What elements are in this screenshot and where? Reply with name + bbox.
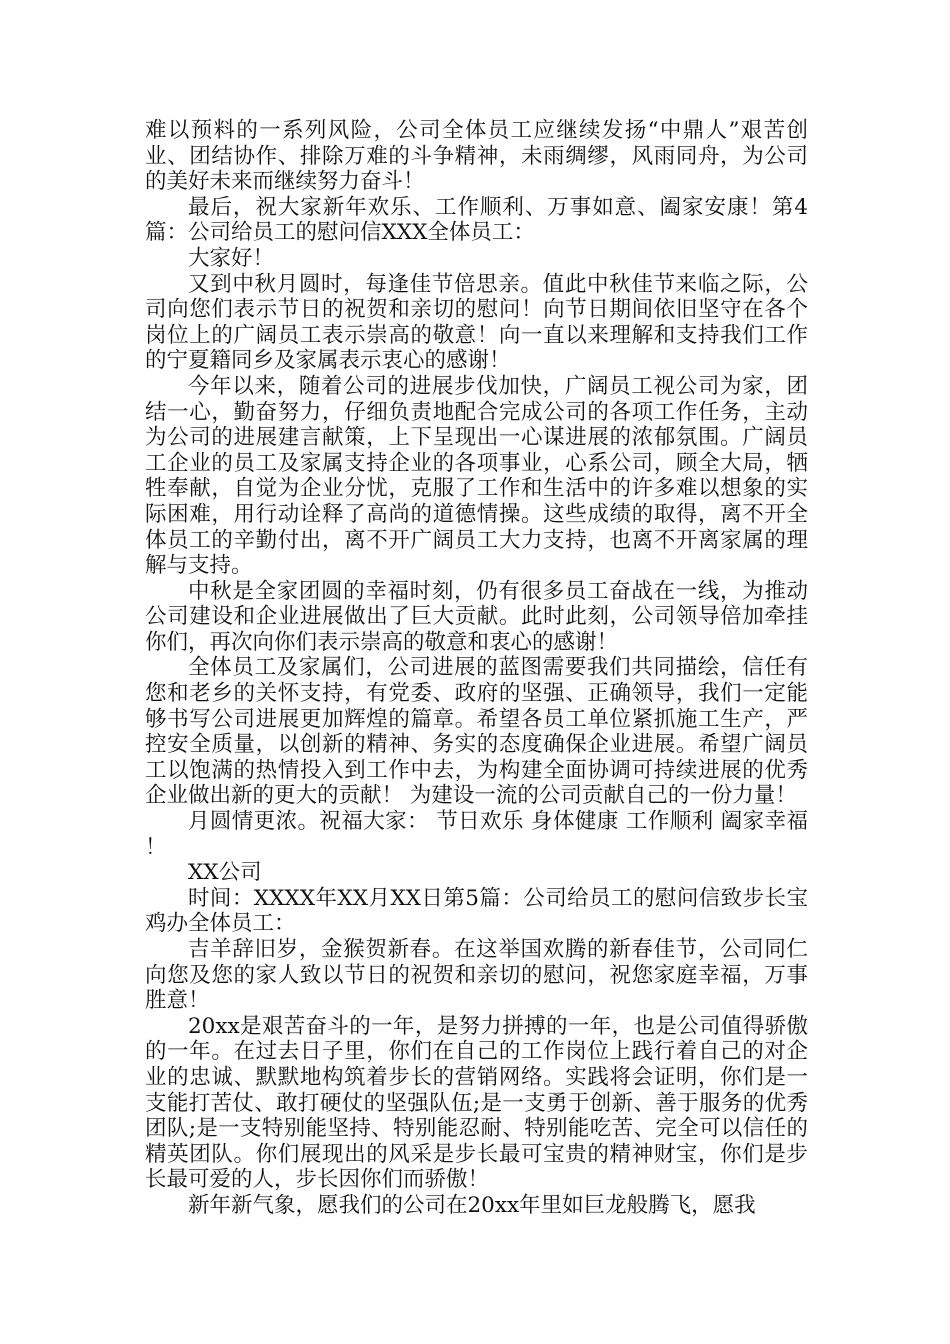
date-line: 时间：XXXX年XX月XX日第5篇：公司给员工的慰问信致步长宝鸡办全体员工： [145,885,808,937]
paragraph: 20xx是艰苦奋斗的一年，是努力拼搏的一年，也是公司值得骄傲的一年。在过去日子里，你们在自己的工作岗位上践行着自己的对企业的忠诚、默默地构筑着步长的营销网络。实践将会证明，你们是一支能打苦仗、敢打硬仗的坚强队伍;是一支勇于创新、善于服务的优秀团队;是一支特别能坚持、特别能忍耐、特别能吃苦、完全可以信任的精英团队。你们展现出的风采是步长最可宝贵的精神财宝，你们是步长最可爱的人，步长因你们而骄傲！ [145,1013,808,1193]
paragraph: 今年以来，随着公司的进展步伐加快，广阔员工视公司为家，团结一心，勤奋努力，仔细负责地配合完成公司的各项工作任务，主动为公司的进展建言献策，上下呈现出一心谋进展的浓郁氛围。广阔员工企业的员工及家属支持企业的各项事业，心系公司，顾全大局，牺牲奉献，自觉为企业分忧，克服了工作和生活中的许多难以想象的实际困难，用行动诠释了高尚的道德情操。这些成绩的取得，离不开全体员工的辛勤付出，离不开广阔员工大力支持，也离不开离家属的理解与支持。 [145,373,808,579]
company-signature: XX公司 [188,860,262,886]
paragraph: 中秋是全家团圆的幸福时刻，仍有很多员工奋战在一线，为推动公司建设和企业进展做出了巨大贡献。此时此刻，公司领导倍加牵挂你们，再次向你们表示崇高的敬意和衷心的感谢！ [145,578,808,655]
blessing-line: 月圆情更浓。祝福大家： 节日欢乐 身体健康 工作顺利 阖家幸福 ！ [145,809,808,860]
paragraph: 最后，祝大家新年欢乐、工作顺利、万事如意、阖家安康！第4篇：公司给员工的慰问信XXX全体员工： [145,194,808,246]
paragraph: 难以预料的一系列风险，公司全体员工应继续发扬“中鼎人”艰苦创业、团结协作、排除万难的斗争精神，未雨绸缪，风雨同舟，为公司的美好未来而继续努力奋斗！ [145,118,808,195]
paragraph: 又到中秋月圆时，每逢佳节倍思亲。值此中秋佳节来临之际，公司向您们表示节日的祝贺和亲切的慰问！向节日期间依旧坚守在各个岗位上的广阔员工表示崇高的敬意！向一直以来理解和支持我们工作的宁夏籍同乡及家属表示衷心的感谢！ [145,271,808,374]
paragraph: 新年新气象，愿我们的公司在20xx年里如巨龙般腾飞，愿我 [188,1192,756,1218]
greeting: 大家好！ [188,245,275,271]
paragraph: 全体员工及家属们，公司进展的蓝图需要我们共同描绘，信任有您和老乡的关怀支持，有党委、政府的坚强、正确领导，我们一定能够书写公司进展更加辉煌的篇章。希望各员工单位紧抓施工生产，严控安全质量，以创新的精神、务实的态度确保企业进展。希望广阔员工以饱满的热情投入到工作中去，为构建全面协调可持续进展的优秀企业做出新的更大的贡献！ 为建设一流的公司贡献自己的一份力量！ [145,655,808,809]
document-body [145,118,808,1219]
paragraph: 吉羊辞旧岁，金猴贺新春。在这举国欢腾的新春佳节，公司同仁向您及您的家人致以节日的祝贺和亲切的慰问，祝您家庭幸福，万事胜意！ [145,937,808,1014]
